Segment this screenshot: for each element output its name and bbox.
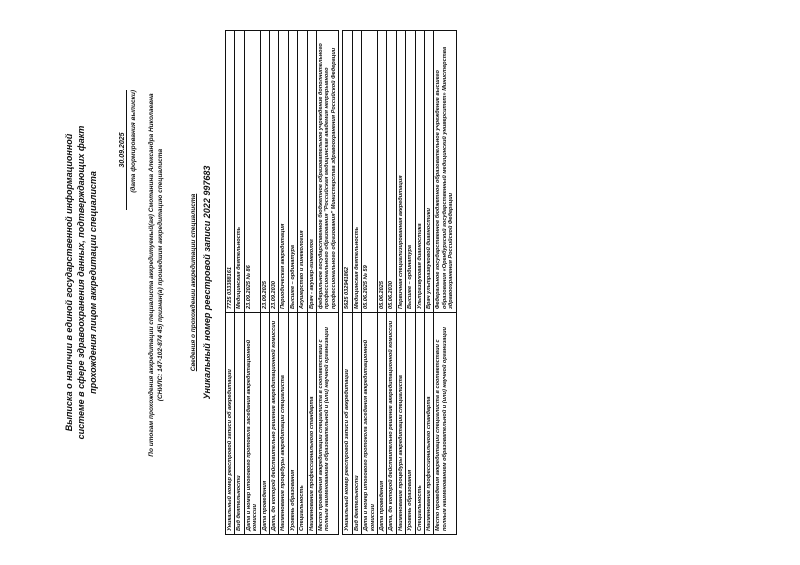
table-row (260, 31, 269, 535)
table-row (343, 31, 352, 535)
table-row (235, 31, 244, 535)
field-label: Дата, до которой действительно решение аккредитационной комиссии (387, 313, 396, 535)
table-row (434, 31, 456, 535)
field-value: Ультразвуковая диагностика (415, 31, 424, 313)
field-label: Наименование профессионального стандарта (424, 313, 433, 535)
field-value: 05.06.2030 (387, 31, 396, 313)
field-value: 5625 032941862 (343, 31, 352, 313)
field-value: 23.09.2025 № 86 (244, 31, 260, 313)
table-row (415, 31, 424, 535)
document-title-line-2: системе в сфере здравоохранения данных, подтверждающих факт (76, 125, 86, 440)
field-label: Дата и номер итогового протокола заседания аккредитационной комиссии (244, 313, 260, 535)
table-row (288, 31, 297, 535)
field-label: Дата проведения (260, 313, 269, 535)
statement-line-2: (СНИЛС: 147-102-874 45) признан(а) прошедшим аккредитацию специалиста (157, 148, 164, 402)
field-label: Дата и номер итогового протокола заседания аккредитационной комиссии (362, 313, 378, 535)
table-row (377, 31, 386, 535)
field-value: Периодическая аккредитация (279, 31, 288, 313)
field-label: Уровень образования (288, 313, 297, 535)
field-label: Наименование процедуры аккредитации специалиста (396, 313, 405, 535)
table-row (396, 31, 405, 535)
table-row (317, 31, 339, 535)
field-label: Уровень образования (406, 313, 415, 535)
field-label: Дата, до которой действительно решение аккредитационной комиссии (270, 313, 279, 535)
table-row (298, 31, 307, 535)
field-value: федеральное государственное бюджетное образовательное учреждение дополнительного профессионального образования "Российская медицинская академия непрерывного профессионального образования" Министерства здравоохранения Российской Федерации (317, 31, 339, 313)
table-row (244, 31, 260, 535)
field-value: Врач ультразвуковой диагностики (424, 31, 433, 313)
table-row (226, 31, 235, 535)
field-value: Федеральное государственное бюджетное образовательное учреждение высшего образования «Оренбургский государственный медицинский университет» Министерства здравоохранения Российской Федерации (434, 31, 456, 313)
field-value: Медицинская деятельность (352, 31, 361, 313)
accreditation-table (225, 30, 457, 535)
field-label: Наименование процедуры аккредитации специалиста (279, 313, 288, 535)
field-label: Уникальный номер реестровой записи об аккредитации (343, 313, 352, 535)
table-row (424, 31, 433, 535)
field-value: Врач - акушер-гинеколог (307, 31, 316, 313)
section-title: Сведения о прохождении аккредитации специалиста (190, 193, 197, 372)
field-label: Место проведения аккредитации специалиста в соответствии с полным наименованием образовательной и (или) научной организации (434, 313, 456, 535)
field-label: Уникальный номер реестровой записи об аккредитации (226, 313, 235, 535)
table-row (406, 31, 415, 535)
statement-line-1: По итогам прохождения аккредитации специалиста аккредитуемый(ая) Смотанина Александра Николаевна (148, 93, 155, 457)
issue-date-caption: (дата формирования выписки) (130, 90, 137, 193)
document-title-line-1: Выписка о наличии в единой государственной информационной (64, 133, 74, 432)
table-row (362, 31, 378, 535)
table-row (270, 31, 279, 535)
field-value: Медицинская деятельность (235, 31, 244, 313)
field-label: Дата проведения (377, 313, 386, 535)
field-value: Первичная специализированная аккредитация (396, 31, 405, 313)
field-label: Специальность (415, 313, 424, 535)
field-label: Место проведения аккредитации специалиста в соответствии с полным наименованием образовательной и (или) научной организации (317, 313, 339, 535)
field-label: Специальность (298, 313, 307, 535)
field-value: 05.06.2025 (377, 31, 386, 313)
document-title-line-3: прохождения лицом аккредитации специалиста (88, 171, 98, 394)
field-value: Высшее – ординатура (288, 31, 297, 313)
field-label: Вид деятельности (235, 313, 244, 535)
field-label: Наименование профессионального стандарта (307, 313, 316, 535)
field-value: 7725 033388161 (226, 31, 235, 313)
table-row (387, 31, 396, 535)
field-value: Высшее – ординатура (406, 31, 415, 313)
table-row (352, 31, 361, 535)
table-row (307, 31, 316, 535)
issue-date: 30.09.2025 (119, 90, 127, 210)
field-value: 23.09.2025 (260, 31, 269, 313)
registry-number-title: Уникальный номер реестровой записи 2022 997683 (202, 165, 212, 400)
field-value: 23.09.2030 (270, 31, 279, 313)
field-value: Акушерство и гинекология (298, 31, 307, 313)
field-label: Вид деятельности (352, 313, 361, 535)
table-row (279, 31, 288, 535)
field-value: 05.06.2025 № 59 (362, 31, 378, 313)
